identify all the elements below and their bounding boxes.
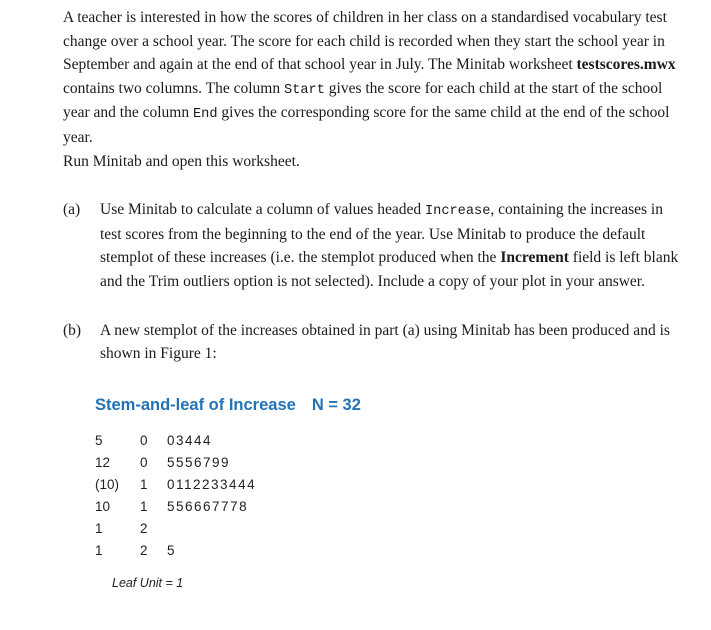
item-b-text-segment: A new stemplot of the increases obtained in part (a) using Minitab has been produced and is shown in Figure 1: xyxy=(100,321,670,363)
column-name-end: End xyxy=(192,107,218,123)
row-count: 12 xyxy=(95,454,111,470)
stemplot-title: Stem-and-leaf of Increase xyxy=(95,395,296,414)
row-count: 10 xyxy=(95,498,111,514)
intro-text-segment: gives the score for each child at the start of the school year and the column xyxy=(63,79,663,122)
stemplot-rows xyxy=(95,430,679,562)
stemplot-row xyxy=(95,518,679,540)
item-a-text-segment: Use Minitab to calculate a column of values headed xyxy=(100,201,425,219)
column-name-increase: Increase xyxy=(424,204,491,220)
item-b-label: (b) xyxy=(63,321,82,339)
intro-paragraph xyxy=(63,6,679,150)
row-leaves: 03444 xyxy=(167,432,213,448)
run-minitab-line: Run Minitab and open this worksheet. xyxy=(63,152,300,170)
question-item-b xyxy=(63,319,679,366)
stemplot-header xyxy=(95,396,679,415)
worksheet-filename: testscores.mwx xyxy=(576,56,676,74)
row-count: 1 xyxy=(95,542,103,558)
row-stem: 1 xyxy=(140,498,148,514)
intro-text-segment: A teacher is interested in how the scores of children in her class on a standardised vocabulary test change over a school year. The score for each child is recorded when they start the school year in September and again at the end of that school year in July. The Minitab worksheet xyxy=(63,9,667,74)
row-leaves: 556667778 xyxy=(167,498,249,514)
intro-text-segment: gives the corresponding score for the same child at the end of the school year. xyxy=(63,104,670,147)
row-leaves: 0112233444 xyxy=(167,476,257,492)
increment-field-name: Increment xyxy=(500,249,569,267)
item-a-text-segment: , containing the increases in test scores from the beginning to the end of the year. Use Minitab to produce the default stemplot of these increases (i.e. the stemplot produced when the xyxy=(100,201,663,267)
row-count: 1 xyxy=(95,520,103,536)
intro-text-segment: contains two columns. The column xyxy=(63,79,284,97)
column-name-start: Start xyxy=(284,82,325,98)
leaf-unit-note: Leaf Unit = 1 xyxy=(112,575,184,590)
item-b-body xyxy=(100,319,679,366)
stemplot-row xyxy=(95,496,679,518)
figure-stemplot xyxy=(95,396,679,590)
row-leaves: 5556799 xyxy=(167,454,231,470)
row-stem: 0 xyxy=(140,454,148,470)
row-stem: 2 xyxy=(140,542,148,558)
row-count: (10) xyxy=(95,476,120,492)
stemplot-row xyxy=(95,430,679,452)
item-a-text-segment: field is left blank and the Trim outliers option is not selected). Include a copy of your plot in your answer. xyxy=(100,249,679,290)
row-stem: 0 xyxy=(140,432,148,448)
row-leaves: 5 xyxy=(167,542,177,558)
stemplot-row xyxy=(95,452,679,474)
row-count: 5 xyxy=(95,432,103,448)
question-item-a xyxy=(63,198,679,293)
item-a-label: (a) xyxy=(63,201,81,219)
item-a-body xyxy=(100,198,679,293)
stemplot-n-count: N = 32 xyxy=(311,395,361,414)
stemplot-row xyxy=(95,540,679,562)
row-stem: 1 xyxy=(140,476,148,492)
row-stem: 2 xyxy=(140,520,148,536)
stemplot-row xyxy=(95,474,679,496)
